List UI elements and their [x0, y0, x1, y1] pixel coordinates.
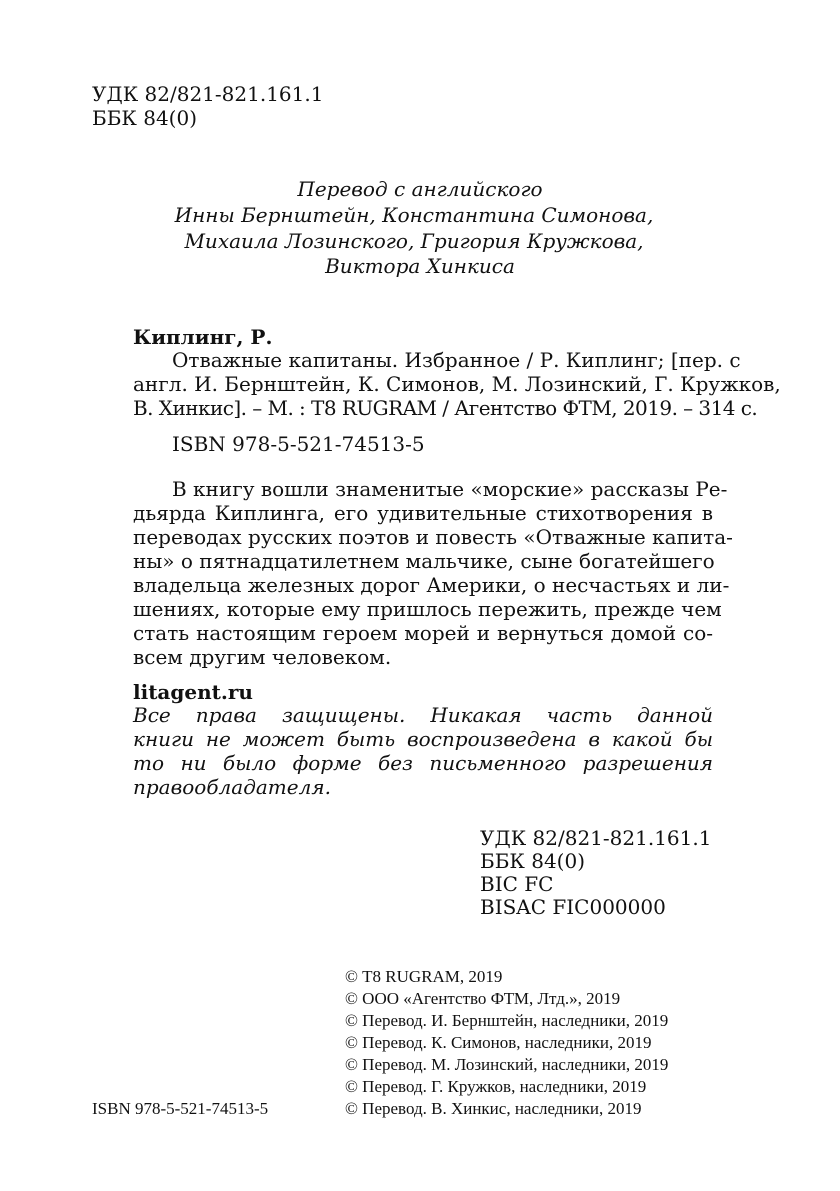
copyright-5: © Перевод. М. Лозинский, наследники, 2019: [345, 1055, 669, 1074]
copyright-4: © Перевод. К. Симонов, наследники, 2019: [345, 1033, 652, 1052]
annotation-line-5: владельца железных дорог Америки, о несчастьях и ли-: [133, 573, 730, 597]
annotation-line-1: В книгу вошли знаменитые «морские» рассказы Ре-: [172, 477, 728, 501]
copyright-6: © Перевод. Г. Кружков, наследники, 2019: [345, 1077, 647, 1096]
annotation-line-2: дьярда Киплинга, его удивительные стихотворения в: [133, 501, 713, 525]
class-bbk: ББК 84(0): [480, 849, 586, 873]
class-bisac: BISAC FIC000000: [480, 895, 666, 919]
header-bbk: ББК 84(0): [92, 106, 198, 130]
annotation-line-8: всем другим человеком.: [133, 645, 392, 669]
annotation-line-7: стать настоящим героем морей и вернуться домой со-: [133, 621, 713, 645]
translation-line-1: Перевод с английского: [297, 177, 543, 201]
header-udk: УДК 82/821-821.161.1: [92, 82, 324, 106]
bib-line-2: англ. И. Бернштейн, К. Симонов, М. Лозинский, Г. Кружков,: [133, 372, 781, 396]
translation-line-4: Виктора Хинкиса: [325, 254, 515, 278]
site-link[interactable]: litagent.ru: [133, 680, 253, 704]
translation-line-3: Михаила Лозинского, Григория Кружкова,: [184, 229, 644, 253]
class-udk: УДК 82/821-821.161.1: [480, 826, 712, 850]
rights-line-1: Все права защищены. Никакая часть данной: [133, 703, 713, 727]
copyright-3: © Перевод. И. Бернштейн, наследники, 2019: [345, 1011, 669, 1030]
rights-line-2: книги не может быть воспроизведена в какой бы: [133, 727, 713, 751]
bib-line-1: Отважные капитаны. Избранное / Р. Киплинг; [пер. с: [172, 348, 741, 372]
rights-line-4: правообладателя.: [133, 775, 331, 799]
annotation-line-4: ны» о пятнадцатилетнем мальчике, сыне богатейшего: [133, 549, 715, 573]
annotation-line-6: шениях, которые ему пришлось пережить, прежде чем: [133, 597, 722, 621]
translation-line-2: Инны Бернштейн, Константина Симонова,: [174, 203, 654, 227]
annotation-line-3: переводах русских поэтов и повесть «Отважные капита-: [133, 525, 733, 549]
bib-line-3: В. Хинкис]. – М. : Т8 RUGRAM / Агентство ФТМ, 2019. – 314 с.: [133, 396, 758, 420]
copyright-2: © ООО «Агентство ФТМ, Лтд.», 2019: [345, 989, 621, 1008]
bib-author: Киплинг, Р.: [133, 325, 273, 349]
footer-isbn: ISBN 978-5-521-74513-5: [92, 1099, 269, 1118]
copyright-1: © Т8 RUGRAM, 2019: [345, 967, 503, 986]
class-bic: BIC FC: [480, 872, 554, 896]
rights-line-3: то ни было форме без письменного разрешения: [133, 751, 713, 775]
copyright-7: © Перевод. В. Хинкис, наследники, 2019: [345, 1099, 642, 1118]
isbn-line: ISBN 978-5-521-74513-5: [172, 432, 425, 456]
